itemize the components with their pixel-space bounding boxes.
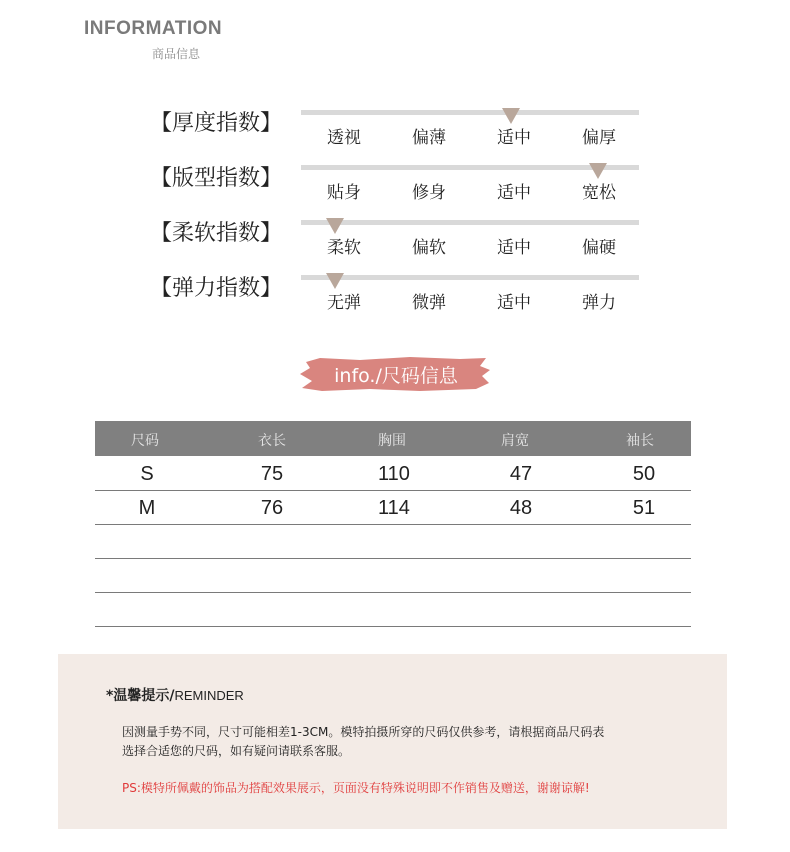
table-cell: 50 [632, 463, 656, 485]
index-scale-bar [301, 275, 639, 280]
column-header: 肩宽 [501, 433, 529, 449]
table-row [95, 456, 691, 491]
index-option: 柔软 [327, 238, 361, 258]
table-row [95, 490, 691, 525]
column-header: 衣长 [258, 433, 286, 449]
reminder-ps-note: PS:模特所佩戴的饰品为搭配效果展示，页面没有特殊说明即不作销售及赠送，谢谢谅解! [122, 781, 590, 795]
index-label: 【版型指数】 [150, 166, 283, 191]
index-label: 【厚度指数】 [150, 111, 283, 136]
index-label: 【柔软指数】 [150, 221, 283, 246]
column-header: 尺码 [131, 433, 159, 449]
index-option: 弹力 [582, 293, 616, 313]
index-label: 【弹力指数】 [150, 276, 283, 301]
index-row-elasticity [0, 271, 790, 321]
table-row-empty [95, 592, 691, 627]
index-option: 适中 [497, 183, 531, 203]
reminder-panel [58, 654, 727, 829]
index-marker-icon [326, 273, 344, 289]
table-cell: S [140, 463, 154, 485]
index-marker-icon [589, 163, 607, 179]
index-marker-icon [502, 108, 520, 124]
index-marker-icon [326, 218, 344, 234]
index-row-fit [0, 161, 790, 211]
index-row-softness [0, 216, 790, 266]
column-header: 胸围 [378, 433, 406, 449]
index-row-thickness [0, 106, 790, 156]
table-cell: 48 [509, 497, 533, 519]
info-header-title: INFORMATION [84, 18, 223, 39]
reminder-line: 因测量手势不同，尺寸可能相差1-3CM。模特拍摄所穿的尺码仅供参考，请根据商品尺码表 [122, 725, 605, 739]
table-cell: 47 [509, 463, 533, 485]
index-option: 宽松 [582, 183, 616, 203]
column-header: 袖长 [626, 433, 654, 449]
reminder-line: 选择合适您的尺码，如有疑问请联系客服。 [122, 744, 351, 758]
reminder-title: *温馨提示/REMINDER [106, 688, 244, 704]
table-cell: M [138, 497, 156, 519]
size-info-banner [300, 356, 492, 392]
index-option: 适中 [497, 238, 531, 258]
index-option: 贴身 [327, 183, 361, 203]
table-cell: 114 [378, 497, 410, 519]
index-option: 适中 [497, 128, 531, 148]
size-info-banner-text: info./尺码信息 [334, 365, 458, 387]
table-cell: 110 [378, 463, 410, 485]
index-scale-bar [301, 110, 639, 115]
index-option: 偏软 [412, 238, 446, 258]
table-row-empty [95, 558, 691, 593]
index-option: 透视 [327, 128, 361, 148]
reminder-body [122, 723, 702, 761]
table-cell: 75 [260, 463, 284, 485]
index-option: 偏薄 [412, 128, 446, 148]
index-option: 偏硬 [582, 238, 616, 258]
info-header-subtitle: 商品信息 [152, 47, 201, 61]
index-option: 修身 [412, 183, 446, 203]
size-table-header [95, 421, 691, 456]
index-option: 偏厚 [582, 128, 616, 148]
index-option: 适中 [497, 293, 531, 313]
table-cell: 51 [632, 497, 656, 519]
table-row-empty [95, 524, 691, 559]
index-option: 微弹 [412, 293, 446, 313]
table-cell: 76 [260, 497, 284, 519]
index-scale-bar [301, 220, 639, 225]
index-option: 无弹 [327, 293, 361, 313]
index-scale-bar [301, 165, 639, 170]
